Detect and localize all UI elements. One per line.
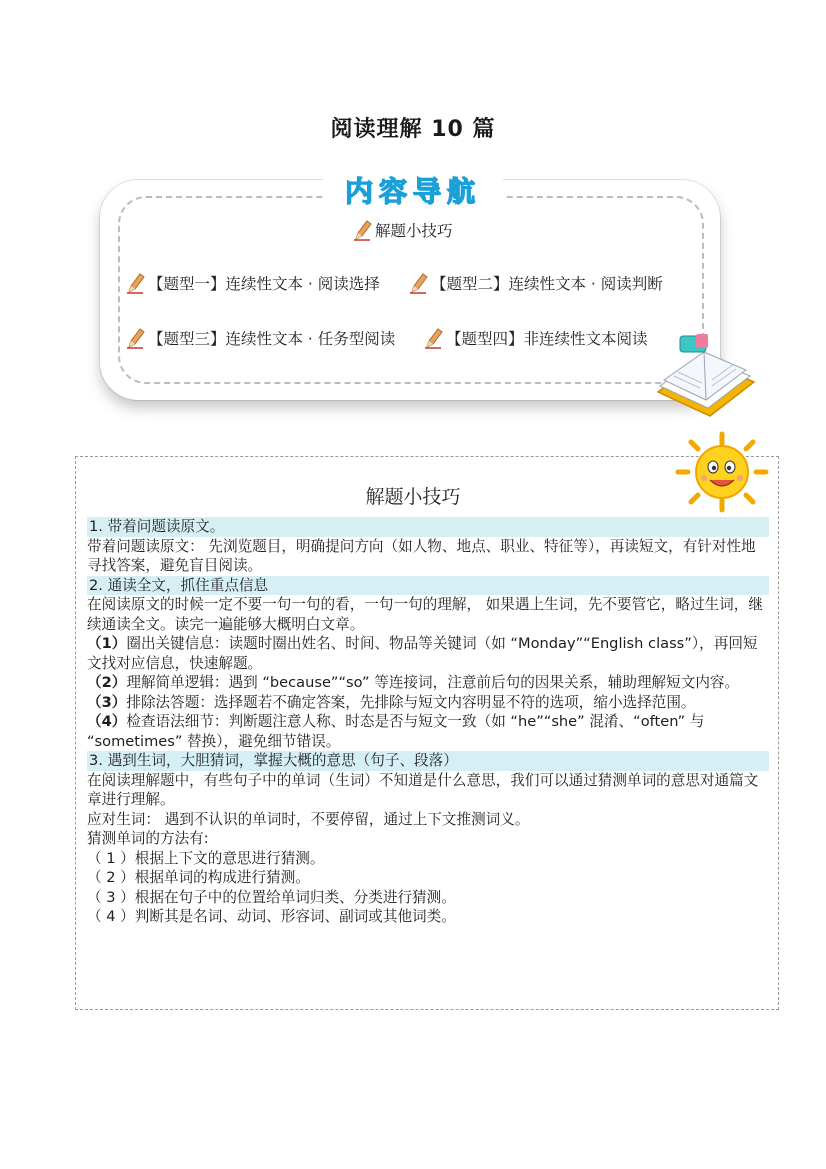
section-2-item-4: （4）检查语法细节：判断题注意人称、时态是否与短文一致（如 “he”“she” 混淆、“often” 与 “sometimes” 替换），避免细节错误。 [87,713,705,750]
section-3-method-1: （ 1 ）根据上下文的意思进行猜测。 [87,849,325,867]
section-3-method-2: （ 2 ）根据单词的构成进行猜测。 [87,869,310,886]
section-3-paragraph-2: 应对生词： 遇到不认识的单词时，不要停留，通过上下文推测词义。 [87,810,530,828]
section-3-paragraph-1: 在阅读理解题中，有些句子中的单词（生词）不知道是什么意思，我们可以通过猜测单词的意思对通篇文章进行理解。 [87,771,759,808]
section-1-title: 1. 带着问题读原文。 [87,517,769,537]
section-3-method-3: （ 3 ）根据在句子中的位置给单词归类、分类进行猜测。 [87,888,456,906]
nav-item-type-1[interactable]: 【题型一】连续性文本 · 阅读选择 [125,272,380,294]
section-3-method-4: （ 4 ）判断其是名词、动词、形容词、副词或其他词类。 [87,908,456,925]
tips-heading: 解题小技巧 [365,486,461,508]
open-book-icon [650,330,760,420]
section-2-item-3: （3）排除法答题：选择题若不确定答案，先排除与短文内容明显不符的选项，缩小选择范围。 [87,693,696,711]
navigation-title: 内容导航 [323,170,503,214]
nav-item-type-4[interactable]: 【题型四】非连续性文本阅读 [423,327,648,349]
section-3-paragraph-3: 猜测单词的方法有: [87,830,209,847]
section-1-paragraph: 带着问题读原文： 先浏览题目，明确提问方向（如人物、地点、职业、特征等），再读短文，有针对性地寻找答案，避免盲目阅读。 [87,537,756,574]
nav-item-type-2[interactable]: 【题型二】连续性文本 · 阅读判断 [408,272,663,294]
section-2-item-2: （2）理解简单逻辑：遇到 “because”“so” 等连接词，注意前后句的因果关系，辅助理解短文内容。 [87,674,740,691]
pencil-icon [352,219,372,241]
nav-item-type-3[interactable]: 【题型三】连续性文本 · 任务型阅读 [125,327,395,349]
pencil-icon [125,327,145,349]
section-3-title: 3. 遇到生词，大胆猜词，掌握大概的意思（句子、段落） [87,751,769,771]
nav-item-tips[interactable]: 解题小技巧 [352,219,453,241]
section-2-item-1: （1）圈出关键信息：读题时圈出姓名、时间、物品等关键词（如 “Monday”“English class”），再回短文找对应信息，快速解题。 [87,635,758,672]
pencil-icon [423,327,443,349]
section-2-paragraph: 在阅读原文的时候一定不要一句一句的看，一句一句的理解， 如果遇上生词，先不要管它，略过生词，继续通读全文。读完一遍能够大概明白文章。 [87,596,763,633]
document-title: 阅读理解 10 篇 [330,117,496,142]
section-2-title: 2. 通读全文，抓住重点信息 [87,576,769,596]
pencil-icon [408,272,428,294]
tips-body [87,517,769,927]
pencil-icon [125,272,145,294]
